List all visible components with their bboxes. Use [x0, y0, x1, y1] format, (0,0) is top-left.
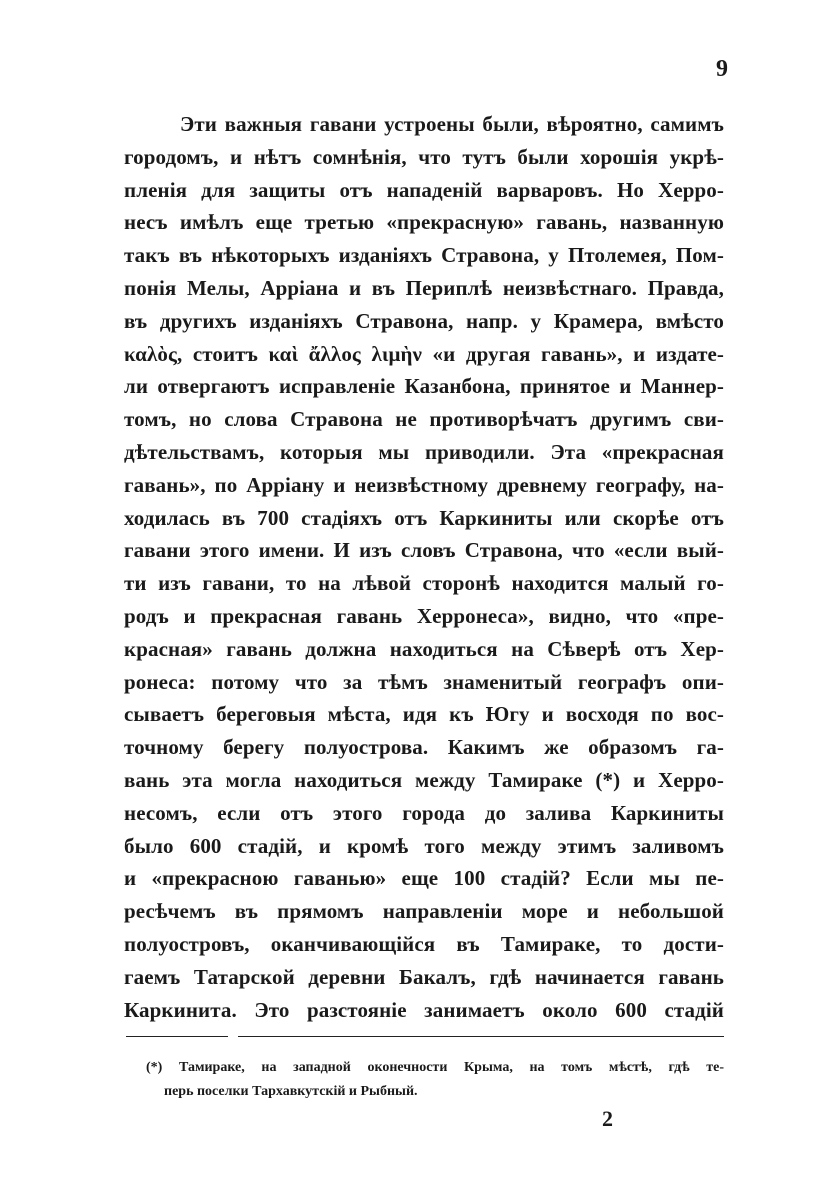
text-line: гавань», по Арріану и неизвѣстному древнему географу, на- — [124, 472, 724, 497]
footnote — [146, 1056, 724, 1104]
text-line: Эти важныя гавани устроены были, вѣроятно, самимъ — [180, 112, 724, 136]
text-line: родъ и прекрасная гавань Херронеса», видно, что «пре- — [124, 603, 724, 628]
text-line: понія Мелы, Арріана и въ Периплѣ неизвѣстнаго. Правда, — [124, 275, 724, 300]
text-line: ходилась въ 700 стадіяхъ отъ Каркиниты или скорѣе отъ — [124, 505, 724, 530]
text-line: гавани этого имени. И изъ словъ Стравона, что «если вый- — [124, 538, 724, 563]
text-line: ронеса: потому что за тѣмъ знаменитый географъ опи- — [124, 669, 724, 694]
text-line: вань эта могла находиться между Тамираке (*) и Херро- — [124, 767, 724, 792]
text-line: такъ въ нѣкоторыхъ изданіяхъ Стравона, у Птолемея, Пом- — [124, 243, 724, 268]
text-line: красная» гавань должна находиться на Сѣверѣ отъ Хер- — [124, 636, 724, 661]
text-line: сываетъ береговыя мѣста, идя къ Югу и восходя по вос- — [124, 702, 724, 727]
footnote-line: (*) Тамираке, на западной оконечности Крыма, на томъ мѣстѣ, гдѣ те- — [146, 1060, 724, 1075]
text-line: въ другихъ изданіяхъ Стравона, напр. у Крамера, вмѣсто — [124, 308, 724, 333]
text-line: καλὸς, стоитъ καὶ ἄλλος λιμὴν «и другая гавань», и издате- — [124, 341, 724, 366]
footnote-rule-left — [126, 1036, 228, 1037]
text-line: гаемъ Татарской деревни Бакалъ, гдѣ начинается гавань — [124, 964, 724, 989]
text-line: Каркинита. Это разстояніе занимаетъ около 600 стадій — [124, 997, 724, 1022]
text-line: было 600 стадій, и кромѣ того между этимъ заливомъ — [124, 833, 724, 858]
text-line: ти изъ гавани, то на лѣвой сторонѣ находится малый го- — [124, 571, 724, 596]
text-line: несъ имѣлъ еще третью «прекрасную» гавань, названную — [124, 210, 724, 235]
text-line: и «прекрасною гаванью» еще 100 стадій? Если мы пе- — [124, 866, 724, 891]
footnote-line: перь поселки Тархавкутскій и Рыбный. — [164, 1084, 418, 1099]
text-line: точному берегу полуострова. Какимъ же образомъ га- — [124, 735, 724, 760]
text-line: полуостровъ, оканчивающійся въ Тамираке, то дости- — [124, 931, 724, 956]
footnote-rule-right — [238, 1036, 724, 1037]
text-line: несомъ, если отъ этого города до залива Каркиниты — [124, 800, 724, 825]
signature-mark: 2 — [602, 1106, 613, 1131]
text-line: ли отвергаютъ исправленіе Казанбона, принятое и Маннер- — [124, 374, 724, 399]
text-line: ресѣчемъ въ прямомъ направленіи море и небольшой — [124, 899, 724, 924]
text-line: пленія для защиты отъ нападеній варваровъ. Но Херро- — [124, 177, 724, 202]
text-line: томъ, но слова Стравона не противорѣчатъ другимъ сви- — [124, 407, 724, 432]
page-number: 9 — [716, 56, 728, 82]
text-line: городомъ, и нѣтъ сомнѣнія, что тутъ были хорошія укрѣ- — [124, 144, 724, 169]
body-text — [124, 108, 724, 1026]
text-line: дѣтельствамъ, которыя мы приводили. Эта «прекрасная — [124, 439, 724, 464]
